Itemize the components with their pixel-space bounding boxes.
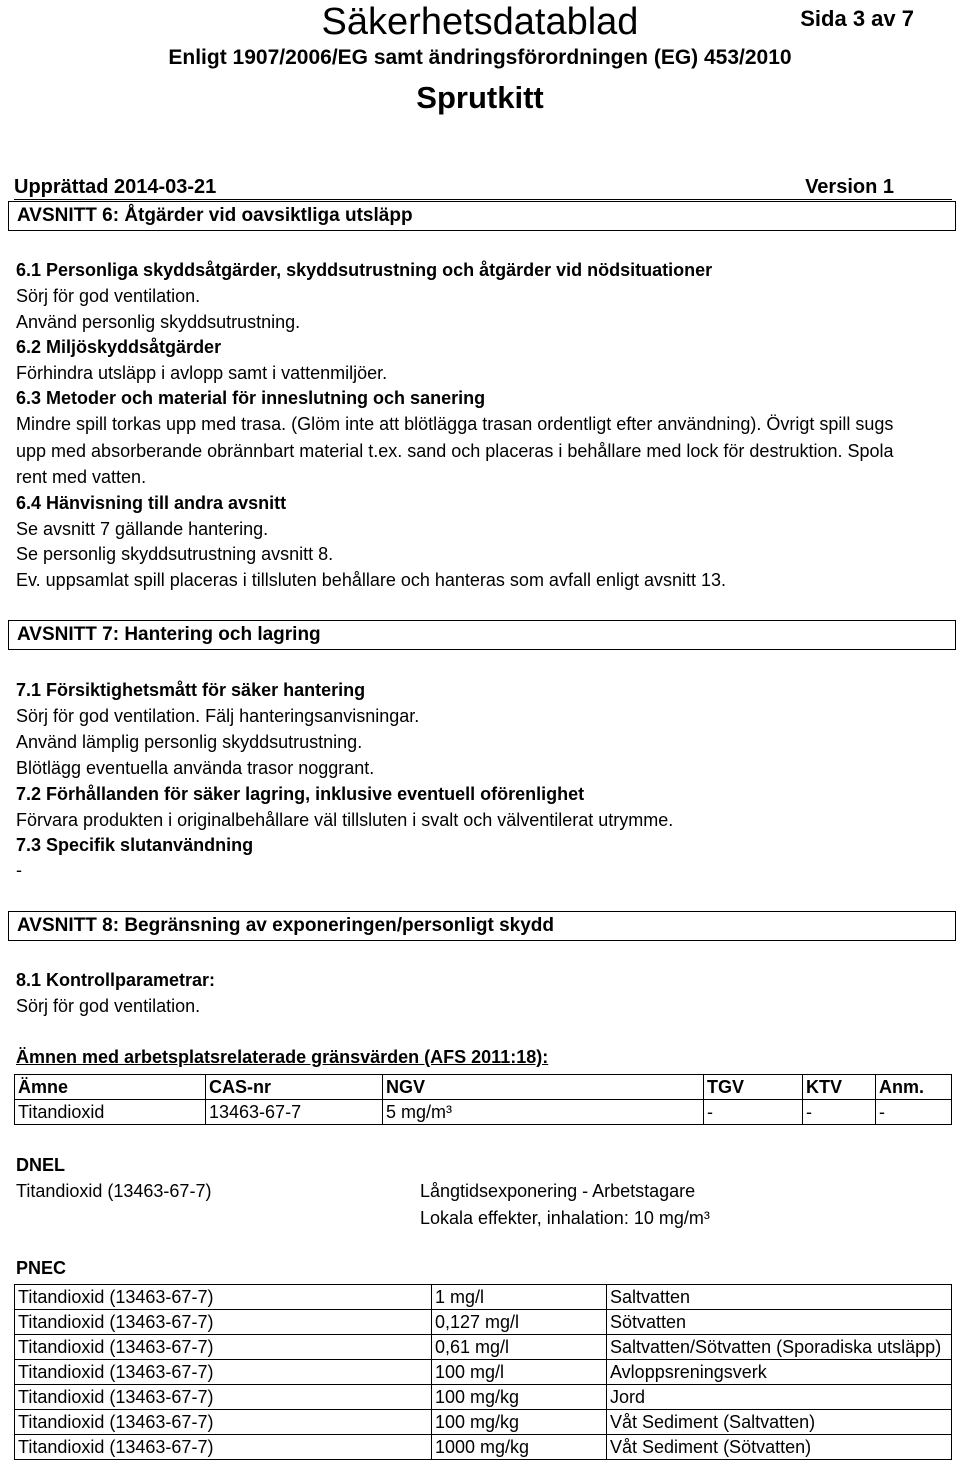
s71-line-2: Använd lämplig personlig skyddsutrustning. [16, 732, 363, 752]
s71-line-3: Blötlägg eventuella använda trasor noggrant. [16, 758, 375, 778]
limits-cell: Titandioxid [15, 1100, 206, 1125]
pnec-cell: Våt Sediment (Sötvatten) [607, 1435, 952, 1460]
s71-line-1: Sörj för god ventilation. Fälj hanteringsanvisningar. [16, 706, 420, 726]
limits-header-row [15, 1075, 952, 1100]
pnec-cell: Våt Sediment (Saltvatten) [607, 1410, 952, 1435]
pnec-cell: Sötvatten [607, 1310, 952, 1335]
pnec-cell: 100 mg/l [432, 1360, 607, 1385]
issue-date: Upprättad 2014-03-21 [14, 176, 217, 198]
limits-heading: Ämnen med arbetsplatsrelaterade gränsvärden (AFS 2011:18): [16, 1047, 549, 1067]
s72-line-1: Förvara produkten i originalbehållare väl tillsluten i svalt och välventilerat utrymme. [16, 810, 674, 830]
s61-line-2: Använd personlig skyddsutrustning. [16, 312, 301, 332]
limits-cell: - [876, 1100, 952, 1125]
pnec-cell: 100 mg/kg [432, 1385, 607, 1410]
pnec-cell: Titandioxid (13463-67-7) [15, 1335, 432, 1360]
pnec-cell: Titandioxid (13463-67-7) [15, 1360, 432, 1385]
page-number: Sida 3 av 7 [800, 6, 914, 31]
pnec-cell: 100 mg/kg [432, 1410, 607, 1435]
table-row [15, 1410, 952, 1435]
s64-line-2: Se personlig skyddsutrustning avsnitt 8. [16, 544, 334, 564]
section-7-heading: AVSNITT 7: Hantering och lagring [17, 624, 321, 645]
limits-cell: - [704, 1100, 803, 1125]
pnec-cell: Titandioxid (13463-67-7) [15, 1410, 432, 1435]
dnel-heading: DNEL [16, 1155, 65, 1175]
header-divider [14, 199, 952, 200]
pnec-cell: Jord [607, 1385, 952, 1410]
limits-table [14, 1074, 952, 1125]
pnec-cell: 0,127 mg/l [432, 1310, 607, 1335]
s81-heading: 8.1 Kontrollparametrar: [16, 970, 216, 990]
section-7-box [8, 620, 956, 650]
table-row [15, 1360, 952, 1385]
pnec-cell: Saltvatten [607, 1285, 952, 1310]
s71-heading: 7.1 Försiktighetsmått för säker hantering [16, 680, 366, 700]
pnec-cell: 1000 mg/kg [432, 1435, 607, 1460]
table-row [15, 1285, 952, 1310]
limits-col-header: NGV [383, 1075, 704, 1100]
s61-heading: 6.1 Personliga skyddsåtgärder, skyddsutrustning och åtgärder vid nödsituationer [16, 260, 713, 280]
table-row [15, 1335, 952, 1360]
regulation-subtitle: Enligt 1907/2006/EG samt ändringsförordningen (EG) 453/2010 [168, 46, 792, 69]
pnec-cell: 0,61 mg/l [432, 1335, 607, 1360]
s73-heading: 7.3 Specifik slutanvändning [16, 835, 254, 855]
pnec-heading: PNEC [16, 1258, 67, 1278]
s63-line-3: rent med vatten. [16, 467, 147, 487]
limits-cell: 13463-67-7 [206, 1100, 383, 1125]
s64-line-1: Se avsnitt 7 gällande hantering. [16, 519, 269, 539]
pnec-cell: Avloppsreningsverk [607, 1360, 952, 1385]
limits-col-header: KTV [803, 1075, 876, 1100]
s61-line-1: Sörj för god ventilation. [16, 286, 201, 306]
limits-col-header: Ämne [15, 1075, 206, 1100]
pnec-cell: Saltvatten/Sötvatten (Sporadiska utsläpp) [607, 1335, 952, 1360]
pnec-cell: Titandioxid (13463-67-7) [15, 1385, 432, 1410]
s64-heading: 6.4 Hänvisning till andra avsnitt [16, 493, 287, 513]
section-8-heading: AVSNITT 8: Begränsning av exponeringen/personligt skydd [17, 915, 555, 936]
s64-line-3: Ev. uppsamlat spill placeras i tillsluten behållare och hanteras som avfall enligt avsnitt 13. [16, 570, 727, 590]
pnec-cell: Titandioxid (13463-67-7) [15, 1435, 432, 1460]
limits-cell: - [803, 1100, 876, 1125]
table-row [15, 1385, 952, 1410]
dnel-line-2: Lokala effekter, inhalation: 10 mg/m³ [420, 1208, 710, 1228]
pnec-cell: Titandioxid (13463-67-7) [15, 1285, 432, 1310]
s63-line-2: upp med absorberande obrännbart material t.ex. sand och placeras i behållare med lock för destruktion. Spola [16, 441, 894, 461]
section-8-box [8, 911, 956, 941]
pnec-cell: 1 mg/l [432, 1285, 607, 1310]
s81-line-1: Sörj för god ventilation. [16, 996, 201, 1016]
pnec-cell: Titandioxid (13463-67-7) [15, 1310, 432, 1335]
dnel-line-1: Långtidsexponering - Arbetstagare [420, 1181, 696, 1201]
table-row [15, 1310, 952, 1335]
version-label: Version 1 [805, 176, 894, 198]
section-6-box [8, 201, 956, 231]
product-name: Sprutkitt [416, 80, 544, 115]
s62-heading: 6.2 Miljöskyddsåtgärder [16, 337, 222, 357]
limits-col-header: Anm. [876, 1075, 952, 1100]
s73-line-1: - [16, 860, 22, 880]
limits-col-header: CAS-nr [206, 1075, 383, 1100]
limits-col-header: TGV [704, 1075, 803, 1100]
dnel-substance: Titandioxid (13463-67-7) [16, 1181, 212, 1201]
section-6-heading: AVSNITT 6: Åtgärder vid oavsiktliga utsläpp [17, 205, 413, 226]
s63-heading: 6.3 Metoder och material för inneslutning och sanering [16, 388, 486, 408]
s62-line-1: Förhindra utsläpp i avlopp samt i vattenmiljöer. [16, 363, 388, 383]
limits-cell: 5 mg/m³ [383, 1100, 704, 1125]
table-row [15, 1100, 952, 1125]
s63-line-1: Mindre spill torkas upp med trasa. (Glöm inte att blötlägga trasan ordentligt efter användning). Övrigt spill sugs [16, 414, 894, 434]
s72-heading: 7.2 Förhållanden för säker lagring, inklusive eventuell oförenlighet [16, 784, 585, 804]
pnec-table [14, 1284, 952, 1460]
table-row [15, 1435, 952, 1460]
document-title: Säkerhetsdatablad [321, 1, 639, 43]
